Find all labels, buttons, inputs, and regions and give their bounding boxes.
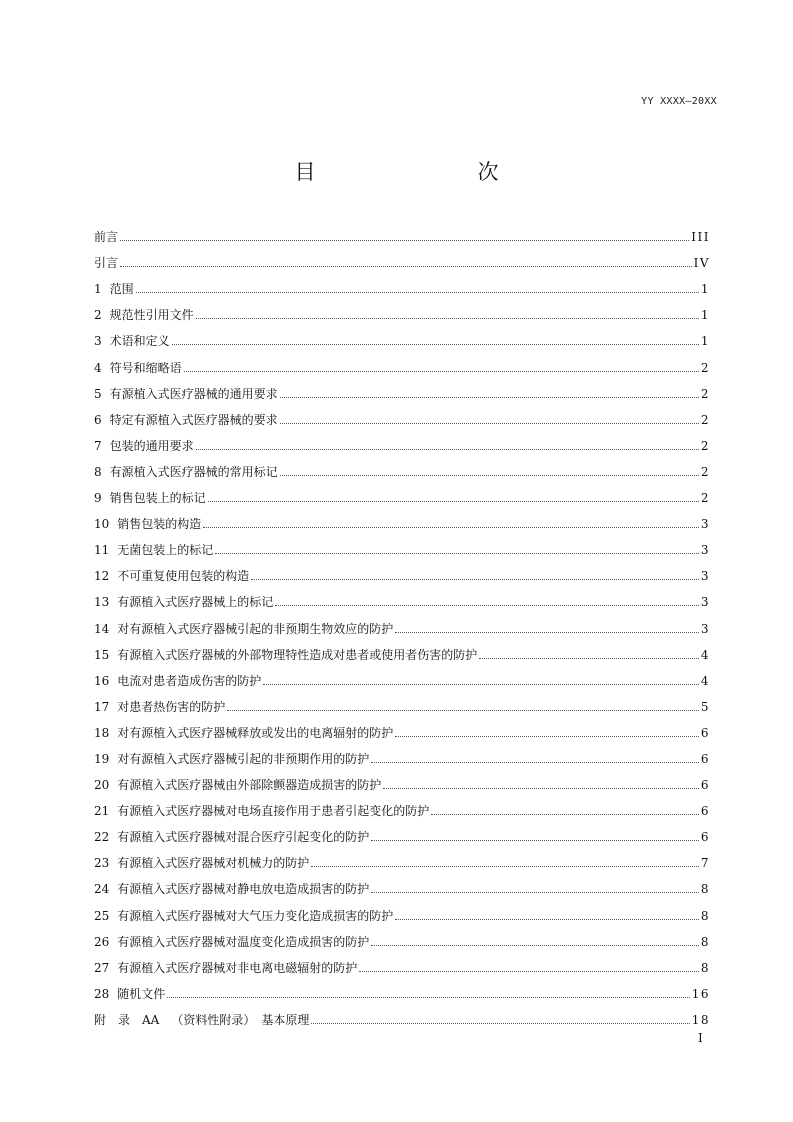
toc-entry[interactable]	[94, 245, 710, 271]
toc-entry-number: 25	[94, 908, 110, 923]
toc-entry-label: 对患者热伤害的防护	[117, 699, 226, 714]
toc-entry[interactable]	[94, 715, 710, 741]
toc-entry-label: 不可重复使用包装的构造	[117, 569, 250, 584]
toc-entry-label: 有源植入式医疗器械对非电离电磁辐射的防护	[117, 960, 358, 975]
toc-entry-label: 无菌包装上的标记	[117, 543, 214, 558]
toc-entry-label: 包装的通用要求	[109, 438, 194, 453]
dot-leader	[280, 475, 699, 476]
dot-leader	[251, 579, 699, 580]
toc-entry-label: 有源植入式医疗器械对大气压力变化造成损害的防护	[117, 908, 394, 923]
table-of-contents	[94, 219, 710, 1028]
toc-entry-page: 3	[700, 569, 710, 584]
toc-entry[interactable]	[94, 219, 710, 245]
toc-entry[interactable]	[94, 897, 710, 923]
toc-entry-label: 前言	[94, 230, 119, 245]
toc-entry-label: 规范性引用文件	[109, 308, 194, 323]
dot-leader	[120, 240, 689, 241]
toc-entry-number: 16	[94, 673, 110, 688]
toc-entry-label: 销售包装的构造	[117, 517, 202, 532]
toc-entry-page: 1	[700, 334, 710, 349]
toc-entry[interactable]	[94, 376, 710, 402]
toc-entry-number: 1	[94, 282, 102, 297]
dot-leader	[263, 684, 699, 685]
dot-leader	[395, 736, 699, 737]
toc-entry-page: 6	[700, 830, 710, 845]
toc-entry-label: 有源植入式医疗器械对静电放电造成损害的防护	[117, 882, 370, 897]
toc-entry-label: 范围	[109, 282, 134, 297]
toc-entry-page: 2	[700, 360, 710, 375]
toc-entry-number: 3	[94, 334, 102, 349]
dot-leader	[208, 501, 699, 502]
dot-leader	[383, 788, 699, 789]
dot-leader	[395, 919, 699, 920]
toc-entry-page: 4	[700, 673, 710, 688]
toc-entry-label: 有源植入式医疗器械的通用要求	[109, 386, 278, 401]
toc-entry-number: 24	[94, 882, 110, 897]
toc-entry-label: 对有源植入式医疗器械引起的非预期作用的防护	[117, 751, 370, 766]
toc-entry-number: 18	[94, 725, 110, 740]
toc-entry-page: 18	[691, 1012, 710, 1027]
toc-entry[interactable]	[94, 950, 710, 976]
toc-entry-page: 16	[691, 986, 710, 1001]
dot-leader	[275, 605, 699, 606]
toc-entry-number: 20	[94, 778, 110, 793]
toc-entry-page: 4	[700, 647, 710, 662]
toc-entry-page: 2	[700, 438, 710, 453]
dot-leader	[203, 527, 699, 528]
toc-entry[interactable]	[94, 584, 710, 610]
dot-leader	[311, 1023, 689, 1024]
toc-entry-number: 10	[94, 517, 110, 532]
toc-entry-page: 2	[700, 412, 710, 427]
toc-entry-number: 12	[94, 569, 110, 584]
toc-entry-number: 21	[94, 804, 110, 819]
toc-entry-number: 23	[94, 856, 110, 871]
dot-leader	[196, 318, 699, 319]
toc-entry-label: 电流对患者造成伤害的防护	[117, 673, 262, 688]
dot-leader	[359, 971, 699, 972]
toc-entry-label: 有源植入式医疗器械对温度变化造成损害的防护	[117, 934, 370, 949]
dot-leader	[280, 423, 699, 424]
toc-entry-page: 1	[700, 308, 710, 323]
toc-entry-label: 引言	[94, 256, 119, 271]
toc-entry[interactable]	[94, 1002, 710, 1028]
toc-entry-number: 19	[94, 751, 110, 766]
toc-entry-number: 27	[94, 960, 110, 975]
toc-entry-number: 8	[94, 464, 102, 479]
toc-entry-number: 28	[94, 986, 110, 1001]
dot-leader	[371, 892, 699, 893]
toc-entry-label: 有源植入式医疗器械上的标记	[117, 595, 274, 610]
dot-leader	[136, 292, 699, 293]
toc-entry[interactable]	[94, 480, 710, 506]
toc-entry[interactable]	[94, 323, 710, 349]
toc-entry-number: 6	[94, 412, 102, 427]
dot-leader	[184, 371, 699, 372]
toc-entry-label: 有源植入式医疗器械对电场直接作用于患者引起变化的防护	[117, 804, 430, 819]
toc-entry[interactable]	[94, 689, 710, 715]
toc-entry-page: 2	[700, 386, 710, 401]
dot-leader	[172, 344, 699, 345]
toc-entry[interactable]	[94, 454, 710, 480]
toc-entry-page: 6	[700, 725, 710, 740]
toc-entry[interactable]	[94, 637, 710, 663]
toc-entry[interactable]	[94, 819, 710, 845]
toc-entry-label: 有源植入式医疗器械对机械力的防护	[117, 856, 310, 871]
toc-entry-page: 5	[700, 699, 710, 714]
toc-entry-label: 有源植入式医疗器械对混合医疗引起变化的防护	[117, 830, 370, 845]
dot-leader	[120, 266, 692, 267]
dot-leader	[227, 710, 699, 711]
toc-entry-page: 7	[700, 856, 710, 871]
dot-leader	[371, 762, 699, 763]
dot-leader	[280, 397, 699, 398]
toc-entry-number: 17	[94, 699, 110, 714]
toc-entry-label: 特定有源植入式医疗器械的要求	[109, 412, 278, 427]
dot-leader	[479, 658, 699, 659]
toc-entry[interactable]	[94, 428, 710, 454]
toc-entry-page: 3	[700, 595, 710, 610]
toc-entry-number: 附 录 AA	[94, 1012, 160, 1027]
dot-leader	[371, 840, 699, 841]
toc-entry-page: 6	[700, 751, 710, 766]
toc-entry[interactable]	[94, 767, 710, 793]
toc-entry-label: 随机文件	[117, 986, 166, 1001]
toc-entry-label: 有源植入式医疗器械由外部除颤器造成损害的防护	[117, 778, 382, 793]
toc-entry-page: III	[691, 230, 710, 245]
toc-entry[interactable]	[94, 271, 710, 297]
toc-entry-number: 22	[94, 830, 110, 845]
dot-leader	[167, 997, 689, 998]
dot-leader	[311, 866, 699, 867]
toc-entry-label: （资料性附录） 基本原理	[171, 1012, 310, 1027]
document-code: YY XXXX—20XX	[641, 96, 717, 107]
toc-entry[interactable]	[94, 558, 710, 584]
toc-entry[interactable]	[94, 506, 710, 532]
toc-entry-number: 11	[94, 543, 110, 558]
toc-entry-label: 销售包装上的标记	[109, 491, 206, 506]
page-title: 目 次	[294, 160, 539, 184]
toc-entry[interactable]	[94, 402, 710, 428]
toc-entry-page: 3	[700, 517, 710, 532]
toc-entry[interactable]	[94, 845, 710, 871]
toc-entry[interactable]	[94, 532, 710, 558]
toc-entry-number: 26	[94, 934, 110, 949]
toc-entry-page: 6	[700, 778, 710, 793]
toc-entry-label: 有源植入式医疗器械的外部物理特性造成对患者或使用者伤害的防护	[117, 647, 478, 662]
toc-entry-page: 3	[700, 621, 710, 636]
toc-entry-number: 13	[94, 595, 110, 610]
toc-entry-label: 有源植入式医疗器械的常用标记	[109, 464, 278, 479]
toc-entry-label: 对有源植入式医疗器械释放或发出的电离辐射的防护	[117, 725, 394, 740]
toc-entry-page: 8	[700, 960, 710, 975]
toc-entry[interactable]	[94, 297, 710, 323]
dot-leader	[371, 945, 699, 946]
toc-entry[interactable]	[94, 349, 710, 375]
toc-entry-number: 7	[94, 438, 102, 453]
toc-entry[interactable]	[94, 924, 710, 950]
dot-leader	[431, 814, 699, 815]
toc-entry-page: 6	[700, 804, 710, 819]
toc-entry-page: 2	[700, 491, 710, 506]
toc-entry[interactable]	[94, 741, 710, 767]
toc-entry[interactable]	[94, 976, 710, 1002]
toc-entry-page: 2	[700, 464, 710, 479]
toc-entry-number: 14	[94, 621, 110, 636]
toc-entry-page: 8	[700, 882, 710, 897]
toc-entry-page: 8	[700, 934, 710, 949]
toc-entry-number: 2	[94, 308, 102, 323]
toc-entry-number: 4	[94, 360, 102, 375]
toc-entry-label: 对有源植入式医疗器械引起的非预期生物效应的防护	[117, 621, 394, 636]
toc-entry[interactable]	[94, 610, 710, 636]
toc-entry-page: 1	[700, 282, 710, 297]
page-number: I	[698, 1031, 703, 1045]
dot-leader	[395, 632, 699, 633]
toc-entry[interactable]	[94, 663, 710, 689]
toc-entry-page: 8	[700, 908, 710, 923]
toc-entry[interactable]	[94, 871, 710, 897]
toc-entry-number: 5	[94, 386, 102, 401]
toc-entry-label: 术语和定义	[109, 334, 170, 349]
toc-entry-number: 9	[94, 491, 102, 506]
dot-leader	[196, 449, 699, 450]
toc-entry-page: 3	[700, 543, 710, 558]
toc-entry-number: 15	[94, 647, 110, 662]
toc-entry-page: IV	[693, 256, 710, 271]
toc-entry-label: 符号和缩略语	[109, 360, 182, 375]
toc-entry[interactable]	[94, 793, 710, 819]
dot-leader	[215, 553, 699, 554]
